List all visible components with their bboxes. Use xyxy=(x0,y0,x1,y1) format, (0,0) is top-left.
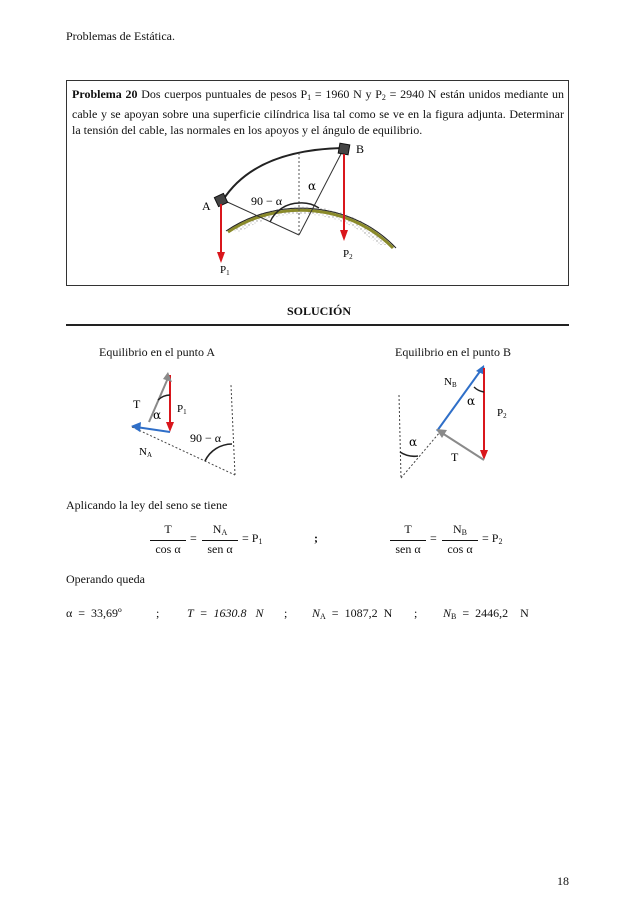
diagB-label-P2: P2 xyxy=(497,407,507,420)
diagA-label-T: T xyxy=(133,397,141,411)
diagB-alpha-arc-bottom xyxy=(400,452,418,456)
result-sep-3: ; xyxy=(414,606,418,620)
diagA-label-alpha: α xyxy=(153,408,162,422)
result-sep-1: ; xyxy=(156,606,160,620)
eqA-rhs: = $P_1$ xyxy=(242,531,263,546)
solution-title: SOLUCIÓN xyxy=(286,304,351,318)
diagB-T-arrow xyxy=(442,433,484,460)
diagB-T-head xyxy=(436,429,447,438)
eqB-bar2 xyxy=(442,540,478,541)
equation-A xyxy=(150,522,270,558)
page-number: 18 xyxy=(557,874,569,888)
problem-text-1b: = 1960 N y P xyxy=(311,87,382,101)
eqA-num2: $N_A$ xyxy=(212,522,228,537)
eqB-num2: $N_B$ xyxy=(452,522,467,537)
eqA-equals: = xyxy=(190,531,197,545)
problem-text-3: Determinar la tensión del cable, las normales en los apoyos y el ángulo de equilibrio. xyxy=(72,107,564,137)
law-text: Aplicando la ley del seno se tiene xyxy=(66,498,228,512)
eqA-bar1 xyxy=(150,540,186,541)
problem-label: Problema 20 xyxy=(72,87,138,101)
problem-text-1c: = 2940 N están unidos mediante xyxy=(385,87,549,101)
diagA-label-NA: NA xyxy=(139,446,153,459)
label-P2: P2 xyxy=(343,248,353,261)
p1-subscript: 1 xyxy=(307,93,312,102)
eqA-den2: sen α xyxy=(207,542,233,556)
label-P1: P1 xyxy=(220,264,230,277)
diagB-alpha-arc-top xyxy=(474,387,484,392)
eqB-den2: cos α xyxy=(447,542,473,556)
result-alpha: α = 33,69º xyxy=(66,606,122,620)
result-T: T = 1630.8 N xyxy=(187,606,264,620)
eqB-num1: T xyxy=(404,522,412,536)
eqA-bar2 xyxy=(202,540,238,541)
problem-text-2: un cable y se apoyan sobre una superficie cilíndrica lisa tal como se ve en la figura adjunta. xyxy=(72,87,565,121)
diagB-label-alpha1: α xyxy=(467,394,476,408)
page-header: Problemas de Estática. xyxy=(66,29,175,43)
diagB-label-T: T xyxy=(451,450,459,464)
equation-B xyxy=(390,522,510,558)
equation-separator: ; xyxy=(314,531,318,545)
diagB-vertical-line xyxy=(399,395,401,478)
label-A: A xyxy=(202,199,211,213)
result-NB: $N_B = 2446,2$ N xyxy=(443,606,529,621)
p2-subscript: 2 xyxy=(381,93,386,102)
eqB-den1: sen α xyxy=(395,542,421,556)
diagB-label-NB: NB xyxy=(444,376,457,389)
result-sep-2: ; xyxy=(284,606,288,620)
diagB-label-alpha2: α xyxy=(409,435,418,449)
label-90-alpha: 90 − α xyxy=(251,194,283,208)
eqB-bar1 xyxy=(390,540,426,541)
problem-text-1: Dos cuerpos puntuales de pesos P xyxy=(141,87,308,101)
eqB-rhs: = $P_2$ xyxy=(482,531,503,546)
diagA-label-angle: 90 − α xyxy=(190,431,222,445)
eqB-equals: = xyxy=(430,531,437,545)
eqA-den1: cos α xyxy=(155,542,181,556)
label-B: B xyxy=(356,142,365,156)
label-alpha: α xyxy=(308,179,317,193)
eqA-num1: T xyxy=(164,522,172,536)
eq-A-title: Equilibrio en el punto A xyxy=(99,345,215,359)
result-NA: $N_A = 1087,2$ N xyxy=(312,606,393,621)
diagA-label-P1: P1 xyxy=(177,403,187,416)
operating-text: Operando queda xyxy=(66,572,145,586)
eq-B-title: Equilibrio en el punto B xyxy=(395,345,511,359)
